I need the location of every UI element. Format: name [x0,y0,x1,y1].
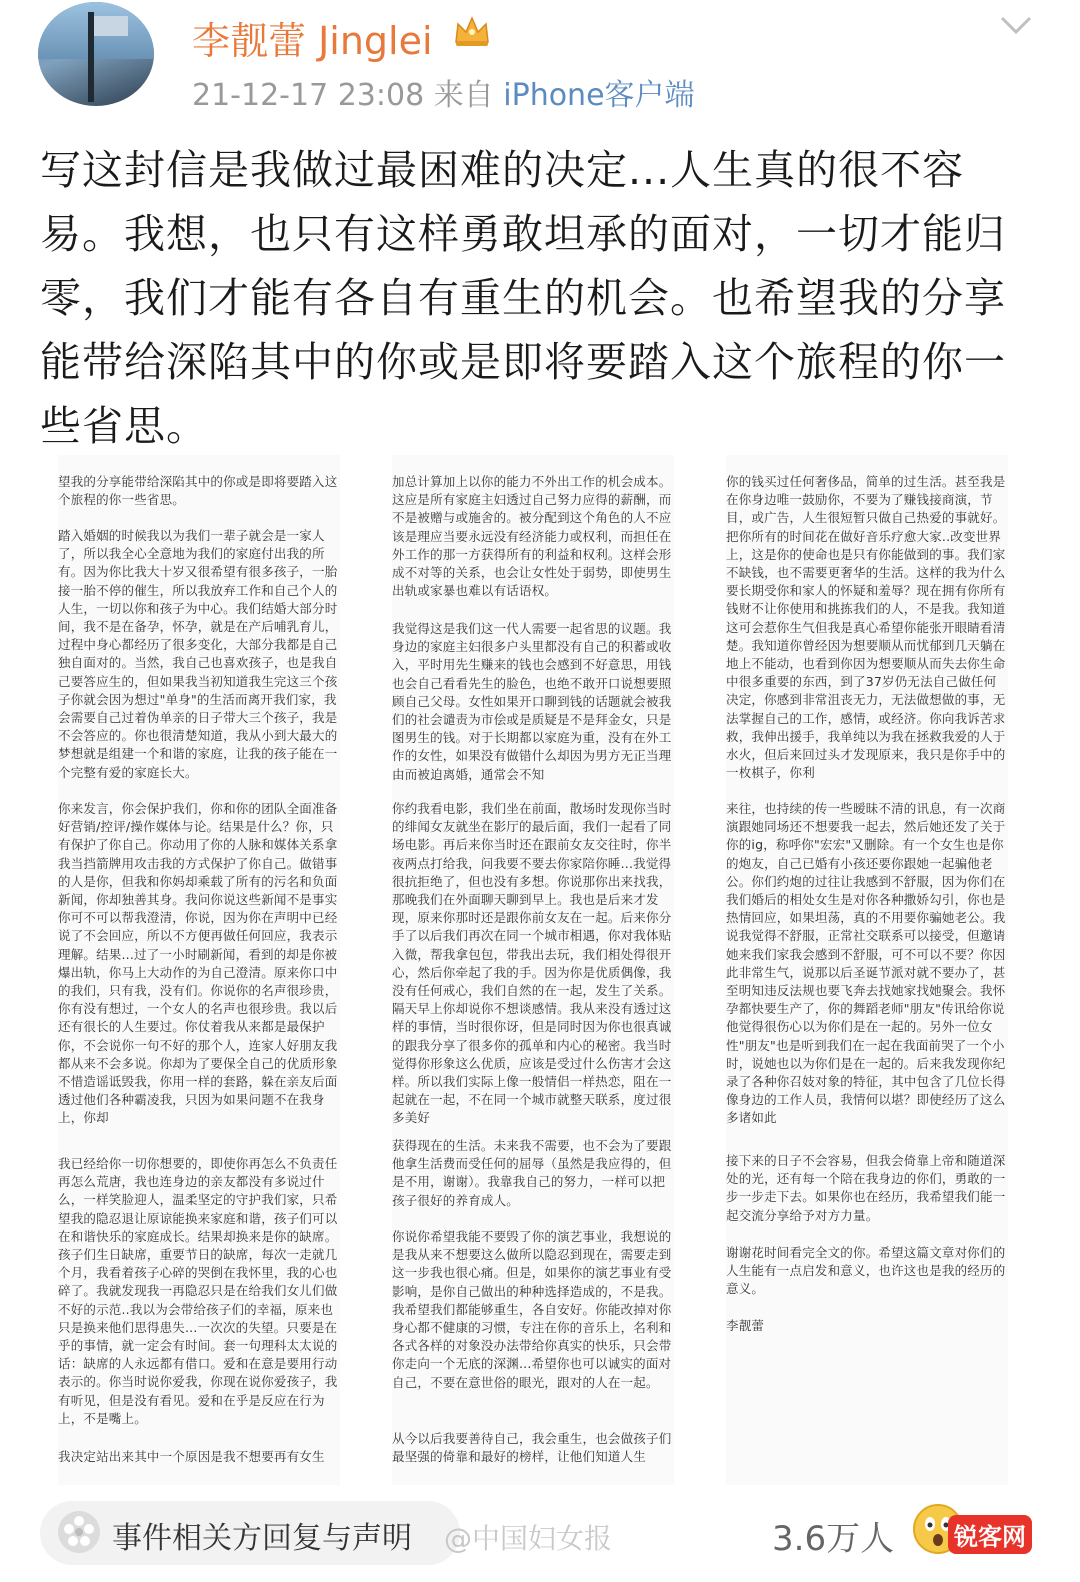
crown-icon [452,14,492,48]
letter-paragraph: 我决定站出来其中一个原因是我不想要再有女生 [58,1449,325,1464]
letter-image-page-2[interactable] [392,455,674,1485]
username[interactable]: 李靓蕾 Jinglei [192,19,433,63]
letter-paragraph: 你说你希望我能不要毁了你的演艺事业，我想说的是我从来不想要这么做所以隐忍到现在，需要走到这一步我也很心痛。但是，如果你的演艺事业有受影响，是你自己做出的种种选择造成的，不是我。我希望我们都能够重生，各自安好。你能改掉对你身心都不健康的习惯，专注在你的音乐上，名利和各式各样的对象没办法带给你真实的快乐，只会带你走向一个无底的深渊...希望你也可以诚实的面对自己，不要在意世俗的眼光，跟对的人在一起。 [392,1229,672,1390]
letter-signature: 李靓蕾 [726,1318,765,1333]
letter-image-page-3[interactable] [726,455,1008,1485]
letter-paragraph: 我已经给你一切你想要的，即使你再怎么不负责任再怎么荒唐，我也连身边的亲友都没有多说过什么，一样笑脸迎人，温柔坚定的守护我们家，只希望我的隐忍退让原谅能换来家庭和谐，孩子们可以在和谐快乐的家庭成长。结果却换来是你的缺席。孩子们生日缺席，重要节日的缺席，每次一走就几个月，我看着孩子心碎的哭倒在我怀里，我的心也碎了。我就发现我一再隐忍只是在给我们女儿们做不好的示范..我以为会带给孩子们的幸福，原来也只是换来他们思得患失...一次次的失望。只要是在乎的事情，就一定会有时间。套一句理科太太说的话：缺席的人永远都有借口。爱和在意是要用行动表示的。你当时说你爱我，你现在说你爱孩子，我有听见，但是没有看见。爱和在乎是反应在行为上，不是嘴上。 [58,1156,338,1426]
source-prefix: 来自 [433,78,494,113]
post-timestamp: 21-12-17 23:08 [192,78,425,113]
letter-image-page-1[interactable] [58,455,340,1485]
topic-label: 事件相关方回复与声明 [112,1521,412,1556]
letter-paragraph: 接下来的日子不会容易，但我会倚靠上帝和随道深处的光，还有每一个陪在我身边的你们，勇敢的一步一步走下去。如果你也在经历，我希望我们能一起交流分享给予对方力量。 [726,1153,1006,1223]
source-link[interactable]: iPhone客户端 [503,78,695,113]
site-logo: 锐客网 [948,1515,1032,1554]
letter-paragraph: 我觉得这是我们这一代人需要一起省思的议题。我身边的家庭主妇很多户头里都没有自己的积蓄或收入，平时用先生赚来的钱也会感到不好意思，用钱也会自己看看先生的脸色，也绝不敢开口说想要照顾自己父母。女性如果开口聊到钱的话题就会被我们的社会谴责为市侩或是质疑是不是拜金女，只是图男生的钱。对于长期都以家庭为重，没有在外工作的女性，如果没有做错什么却因为男方无正当理由而被迫离婚，通常会不知 [392,621,672,782]
post-footer [0,1495,1080,1582]
letter-paragraph: 来往，也持续的传一些暧昧不清的讯息，有一次商演跟她同场还不想要我一起去，然后她还发了关于你的ig，称呼你"宏宏"又删除。有一个女生也是你的炮友，自己已婚有小孩还要你跟她一起骗他老公。你们约炮的过往让我感到不舒服，因为你们在我们婚后的相处女生是对你各种撒娇勾引，你也是热情回应，如果坦荡，真的不用要你骗她老公。我说我觉得不舒服，正常社交联系可以接受，但邀请她来我们家我会感到不舒服，可不可以不要？你因此非常生气，说那以后圣诞节派对就不要办了，甚至明知违反法规也要飞奔去找她家找她聚会。我怀孕都快要生产了，你的舞蹈老师"朋友"传讯给你说他觉得很伤心以为你们是在一起的。另外一位女性"朋友"也是听到我们在一起在我面前哭了一个小时，说她也以为你们是在一起的。后来我发现你纪录了各种你召妓对象的特征，其中包含了几位长得像身边的工作人员，我情何以堪？即使经历了这么多诸如此 [726,801,1006,1126]
letter-paragraph: 谢谢花时间看完全文的你。希望这篇文章对你们的人生能有一点启发和意义，也许这也是我的经历的意义。 [726,1245,1006,1297]
letter-paragraph: 加总计算加上以你的能力不外出工作的机会成本。这应是所有家庭主妇透过自己努力应得的薪酬，而不是被赠与或施舍的。被分配到这个角色的人不应该是理应当要永远没有经济能力或权利，而担任在外工作的那一方获得所有的利益和权利。这样会形成不对等的关系，也会让女性处于弱势，即使男生出轨或家暴也难以有话语权。 [392,474,672,599]
topic-flower-icon [56,1509,102,1555]
letter-paragraph: 你约我看电影，我们坐在前面，散场时发现你当时的绯闻女友就坐在影厅的最后面，我们一起看了同场电影。再后来你当时还在跟前女友交往时，你半夜两点打给我，问我要不要去你家陪你睡...我觉得很抗拒绝了，但也没有多想。你说那你出来找我，那晚我们在外面聊天聊到早上。我也是后来才发现，原来你那时还是跟你前女友在一起。后来你分手了以后我们再次在同一个城市相遇，你对我体贴入微，帮我拿包包，带我出去玩，我们相处得很开心，然后你牵起了我的手。因为你是优质偶像，我没有任何戒心，我们自然的在一起，发生了关系。隔天早上你却说你不想谈感情。我从来没有透过这样的事情，当时很你讶，但是同时因为你也很真诚的跟我分享了很多你的孤单和内心的秘密。我当时觉得你形象这么优质，应该是受过什么伤害才会这样。所以我们实际上像一般情侣一样热恋，阻在一起就在一起，不在同一个城市就整天联系，度过很多美好 [392,801,672,1126]
source-watermark: @中国妇女报 [444,1522,613,1555]
letter-paragraph: 你的钱买过任何奢侈品，简单的过生活。甚至我是在你身边唯一鼓励你，不要为了赚钱接商演，节目，或广告，人生很短暂只做自己热爱的事就好。把你所有的时间花在做好音乐疗愈大家..改变世界上，这是你的使命也是只有你能做到的事。我们家不缺钱，也不需要更奢华的生活。这样的我为什么要长期受你和家人的怀疑和羞辱？现在拥有你所有钱财不让你使用和挑拣我们的人，不是我。我知道这可会惹你生气但我是真心希望你能张开眼睛看清楚。我知道你曾经因为想要顺从而忧郁到几天躺在地上不能动，也看到你因为想要顺从而失去你生命中很多重要的东西，到了37岁仍无法自己做任何决定，你感到非常沮丧无力，无法做想做的事，无法掌握自己的工作，感情，或经济。你向我诉苦求救，我伸出援手，我单纯以为我在拯救我爱的人于水火，但后来回过头才发现原来，我只是你手中的一枚棋子，你利 [726,474,1006,781]
like-count[interactable]: 3.6万人 [772,1519,895,1559]
letter-paragraph: 踏入婚姻的时候我以为我们一辈子就会是一家人了，所以我全心全意地为我们的家庭付出我的所有。因为你比我大十岁又很希望有很多孩子，一胎接一胎不停的催生，所以我放弃工作和自己个人的人生，一切以你和孩子为中心。我们结婚大部分时间，我不是在备孕，怀孕，就是在产后哺乳育儿，过程中身心都经历了很多变化，大部分我都是自己独自面对的。当然，我自己也喜欢孩子，也是我自己要答应生的，但如果我当初知道我生完这三个孩子你就会因为想过"单身"的生活而离开我们家，我会需要自己过着伪单亲的日子带大三个孩子，我是不会答应的。你也很清楚知道，我从小到大最大的梦想就是组建一个和谐的家庭，让我的孩子能在一个完整有爱的家庭长大。 [58,528,338,780]
chevron-down-icon[interactable] [996,10,1036,40]
post-header [0,0,1080,120]
letter-paragraph: 获得现在的生活。未来我不需要，也不会为了要跟他拿生活费而受任何的屈辱（虽然是我应得的，但是不用，谢谢）。我靠我自己的努力，一样可以把孩子很好的养育成人。 [392,1138,672,1208]
letter-paragraph: 从今以后我要善待自己，我会重生，也会做孩子们最坚强的倚靠和最好的榜样，让他们知道人生 [392,1431,672,1465]
avatar[interactable] [38,2,154,106]
letter-paragraph: 你来发言，你会保护我们，你和你的团队全面准备好营销/控评/操作媒体与论。结果是什么？你，只有保护了你自己。你动用了你的人脉和媒体关系拿我当挡箭牌用攻击我的方式保护了你自己。做错事的人是你，但我和你妈却乘载了所有的污名和负面新闻，你却独善其身。我问你说这些新闻不是事实你可不可以帮我澄清，你说，因为你在声明中已经说了不会回应，所以不方便再做任何回应，我表示理解。结果...过了一小时刷新闻，看到的却是你被爆出轨，你马上大动作的为自己澄清。原来你口中的我们，只有我，没有们。你说你的名声很珍贵，你有没有想过，一个女人的名声也很珍贵。我以后还有很长的人生要过。你仗着我从来都是最保护你，不会说你一句不好的那个人，连家人好朋友我都从来不会多说。你却为了要保全自己的优质形象不惜造谣诋毁我，你用一样的套路，躲在亲友后面透过他们各种霸凌我，只因为如果问题不在我身上，你却 [58,801,338,1126]
post-meta [192,70,695,114]
avatar-flag [94,16,128,36]
letter-paragraph: 望我的分享能带给深陷其中的你或是即将要踏入这个旅程的你一些省思。 [58,474,338,508]
post-text: 写这封信是我做过最困难的决定...人生真的很不容易。我想，也只有这样勇敢坦承的面对，一切才能归零，我们才能有各自有重生的机会。也希望我的分享能带给深陷其中的你或是即将要踏入这个旅程的你一些省思。 [40,146,1006,450]
